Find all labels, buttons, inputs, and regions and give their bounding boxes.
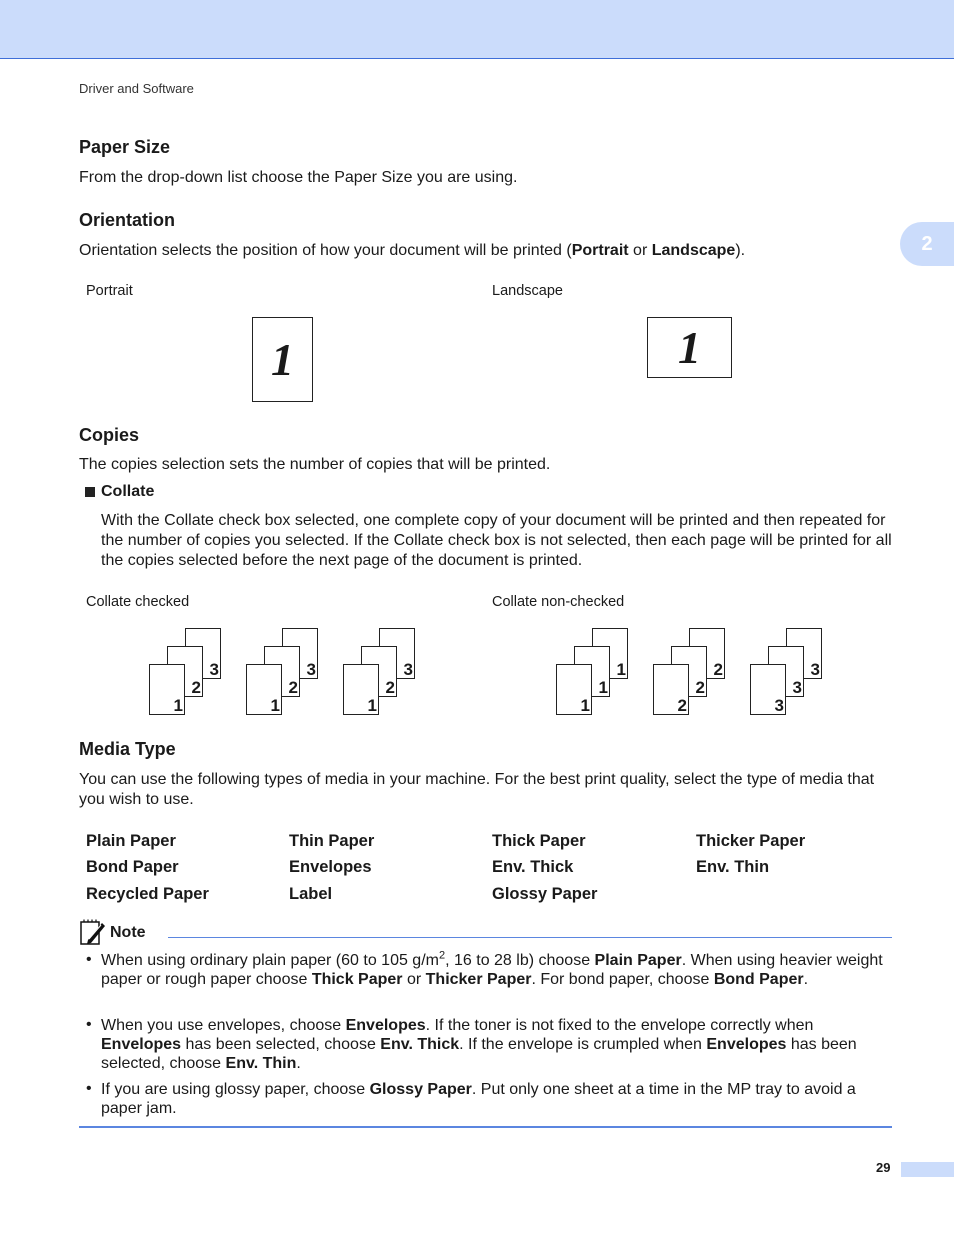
- landscape-caption: Landscape: [492, 283, 563, 299]
- page-sheet: 2: [361, 646, 397, 697]
- page-sheet: 1: [556, 664, 592, 715]
- collate-label: Collate: [101, 483, 155, 500]
- page-sheet: 1: [574, 646, 610, 697]
- note-end-rule: [79, 1126, 892, 1128]
- page-number-glyph: 1: [678, 322, 701, 373]
- note-bullet: •: [86, 951, 92, 968]
- paper-size-text: From the drop-down list choose the Paper Size you are using.: [79, 169, 518, 186]
- collated-copy-stack: [246, 627, 321, 717]
- page-sheet: 3: [379, 628, 415, 679]
- header-band: [0, 0, 954, 59]
- note-bullet: •: [86, 1016, 92, 1033]
- footer-tab: [901, 1162, 954, 1177]
- media-item: Env. Thick: [492, 858, 574, 876]
- page-number-glyph: 1: [271, 334, 294, 385]
- portrait-term: Portrait: [571, 242, 629, 259]
- page-sheet: 2: [653, 664, 689, 715]
- media-type-heading: Media Type: [79, 739, 176, 759]
- media-item: Plain Paper: [86, 832, 176, 850]
- media-item: Glossy Paper: [492, 885, 598, 903]
- media-type-text: You can use the following types of media in your machine. For the best print quality, select the type of media that you wish to use.: [79, 771, 875, 808]
- note-label: Note: [110, 924, 146, 941]
- media-item: Env. Thin: [696, 858, 770, 876]
- copies-heading: Copies: [79, 425, 140, 445]
- page-sheet: 1: [343, 664, 379, 715]
- media-item: Thick Paper: [492, 832, 586, 850]
- orientation-text: Orientation selects the position of how your document will be printed (Portrait or Landscape).: [79, 242, 746, 259]
- page-number: 29: [876, 1160, 891, 1175]
- portrait-caption: Portrait: [86, 283, 133, 299]
- media-item: Label: [289, 885, 333, 903]
- page-sheet: 3: [185, 628, 221, 679]
- note-item-plain-paper: When using ordinary plain paper (60 to 105 $g/m^2$, 16 to 28 lb) choose Plain Paper. When using heavier weight paper or rough paper choose Thick Paper or Thicker Paper. For bond paper, choose Bond Paper.: [101, 949, 883, 988]
- copies-text: The copies selection sets the number of copies that will be printed.: [79, 456, 551, 473]
- page-sheet: 2: [167, 646, 203, 697]
- note-item-glossy: If you are using glossy paper, choose Glossy Paper. Put only one sheet at a time in the MP tray to avoid a paper jam.: [101, 1081, 856, 1117]
- collate-checked-caption: Collate checked: [86, 594, 190, 610]
- page-sheet: 2: [689, 628, 725, 679]
- square-bullet-icon: [85, 487, 95, 497]
- uncollated-page-stack: [653, 627, 728, 717]
- portrait-page-illustration: [252, 317, 313, 402]
- collated-copy-stack: [149, 627, 224, 717]
- page-sheet: 3: [750, 664, 786, 715]
- page-sheet: 1: [246, 664, 282, 715]
- page-sheet: 3: [768, 646, 804, 697]
- note-rule: [168, 937, 892, 938]
- orientation-heading: Orientation: [79, 210, 176, 230]
- media-item: Recycled Paper: [86, 885, 209, 903]
- media-item: Envelopes: [289, 858, 372, 876]
- collate-nonchecked-caption: Collate non-checked: [492, 594, 625, 610]
- landscape-term: Landscape: [651, 242, 736, 259]
- media-item: Thicker Paper: [696, 832, 806, 850]
- media-item: Bond Paper: [86, 858, 179, 876]
- page-sheet: 2: [264, 646, 300, 697]
- page-sheet: 3: [282, 628, 318, 679]
- running-head: Driver and Software: [79, 81, 194, 96]
- chapter-tab: 2: [900, 222, 954, 266]
- landscape-page-illustration: [647, 317, 732, 378]
- page-sheet: 2: [671, 646, 707, 697]
- collate-text: With the Collate check box selected, one complete copy of your document will be printed and then repeated for the number of copies you selected. If the Collate check box is not selected, then each page will be printed for all the copies selected before the next page of the document is printed.: [101, 512, 892, 569]
- uncollated-page-stack: [750, 627, 825, 717]
- note-pencil-icon: [79, 918, 107, 946]
- note-item-envelopes: When you use envelopes, choose Envelopes. If the toner is not fixed to the envelope correctly when Envelopes has been selected, choose Env. Thick. If the envelope is crumpled when Envelopes has been selected, choose Env. Thin.: [101, 1017, 857, 1072]
- page-sheet: 1: [149, 664, 185, 715]
- media-item: Thin Paper: [289, 832, 375, 850]
- note-bullet: •: [86, 1080, 92, 1097]
- paper-size-heading: Paper Size: [79, 137, 171, 157]
- uncollated-page-stack: [556, 627, 631, 717]
- page-sheet: 1: [592, 628, 628, 679]
- collated-copy-stack: [343, 627, 418, 717]
- page-sheet: 3: [786, 628, 822, 679]
